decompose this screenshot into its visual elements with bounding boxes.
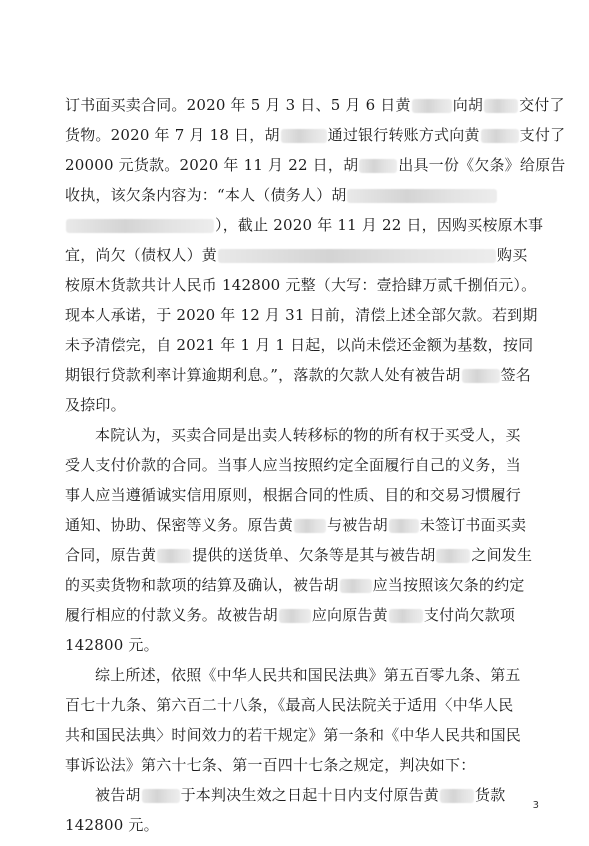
text-segment: 百七十九条、第六百二十八条，《最高人民法院关于适用〈中华人民 [65,696,514,714]
text-segment: 提供的送货单、欠条等是其与被告胡 [192,546,436,564]
text-line [65,420,573,450]
text-line [65,300,543,330]
text-segment: 20000 元货款。2020 年 11 月 22 日，胡 [65,156,359,174]
text-segment: 本院认为，买卖合同是出卖人转移标的物的所有权于买受人，买 [95,426,521,444]
text-segment: 事人应当遵循诚实信用原则，根据合同的性质、目的和交易习惯履行 [65,486,522,504]
text-line [65,750,543,780]
text-line [65,540,543,570]
text-segment: 受人支付价款的合同。当事人应当按照约定全面履行自己的义务，当 [65,456,522,474]
text-line [65,810,543,840]
redaction-mark [347,189,497,203]
redaction-mark [157,549,191,563]
redaction-mark [481,129,519,143]
text-segment: 签名 [500,366,531,384]
redaction-mark [484,99,518,113]
text-line [65,450,543,480]
text-segment: 订书面买卖合同。2020 年 5 月 3 日、5 月 6 日黄 [65,96,411,114]
text-segment: 出具一份《欠条》给原告 [398,156,566,174]
redaction-mark [412,99,452,113]
redaction-mark [462,369,500,383]
redaction-mark [389,519,419,533]
text-segment: 桉原木货款共计人民币 142800 元整（大写：壹拾肆万贰千捌佰元）。 [65,276,537,294]
redaction-mark [66,219,214,233]
redaction-mark [279,609,311,623]
text-segment: 未予清偿完，自 2021 年 1 月 1 日起，以尚未偿还金额为基数，按同 [65,336,534,354]
text-segment: 应向原告黄 [311,606,388,624]
text-segment: 货物。2020 年 7 月 18 日，胡 [65,126,280,144]
text-segment: 综上所述，依照《中华人民共和国民法典》第五百零九条、第五 [95,666,521,684]
redaction-mark [436,549,470,563]
text-segment: 期银行贷款利率计算逾期利息。”，落款的欠款人处有被告胡 [65,366,461,384]
text-segment: 支付尚欠款项 [423,606,516,624]
redaction-mark [142,789,180,803]
text-segment: ），截止 2020 年 11 月 22 日，因购买桉原木事 [215,216,544,234]
text-segment: 收执，该欠条内容为：“本人（债务人）胡 [65,186,347,204]
text-segment: 未签订书面买卖 [419,516,527,534]
redaction-mark [218,249,496,263]
text-segment: 于本判决生效之日起十日内支付原告黄 [180,786,440,804]
text-segment: 及捺印。 [65,396,126,414]
text-segment: 货款 [475,786,506,804]
redaction-mark [389,609,423,623]
text-line [65,240,543,270]
text-line [65,600,543,630]
text-line [65,780,573,810]
text-line [65,180,543,210]
text-segment: 购买 [497,246,528,264]
text-line [65,330,543,360]
text-segment: 向胡 [452,96,484,114]
text-line [65,270,543,300]
text-segment: 宜，尚欠（债权人）黄 [65,246,218,264]
text-line [65,210,543,240]
text-line [65,630,543,660]
text-segment: 事诉讼法》第六十七条、第一百四十七条之规定，判决如下： [65,756,476,774]
text-segment: 支付了 [519,126,566,144]
text-segment: 与被告胡 [327,516,388,534]
text-segment: 现本人承诺，于 2020 年 12 月 31 日前，清偿上述全部欠款。若到期 [65,306,538,324]
text-segment: 之间发生 [471,546,533,564]
text-line [65,570,543,600]
text-line [65,360,543,390]
text-line [65,390,543,420]
redaction-mark [294,519,326,533]
text-segment: 通知、协助、保密等义务。原告黄 [65,516,294,534]
text-segment: 交付了 [519,96,565,114]
text-line [65,480,543,510]
text-segment: 应当按照该欠条的约定 [372,576,525,594]
text-segment: 142800 元。 [65,816,159,834]
redaction-mark [340,579,372,593]
redaction-mark [359,159,397,173]
text-line [65,150,566,180]
text-line [65,120,566,150]
text-segment: 履行相应的付款义务。故被告胡 [65,606,278,624]
page-number: 3 [532,800,539,811]
text-line [65,660,573,690]
text-line [65,720,543,750]
redaction-mark [281,129,327,143]
text-segment: 通过银行转账方式向黄 [327,126,480,144]
text-segment: 被告胡 [95,786,141,804]
text-segment: 142800 元。 [65,636,159,654]
text-segment: 的买卖货物和款项的结算及确认，被告胡 [65,576,339,594]
text-segment: 共和国民法典〉时间效力的若干规定》第一条和《中华人民共和国民 [65,726,522,744]
redaction-mark [440,789,474,803]
text-segment: 合同，原告黄 [65,546,157,564]
text-line [65,510,543,540]
text-line [65,90,565,120]
text-line [65,690,543,720]
